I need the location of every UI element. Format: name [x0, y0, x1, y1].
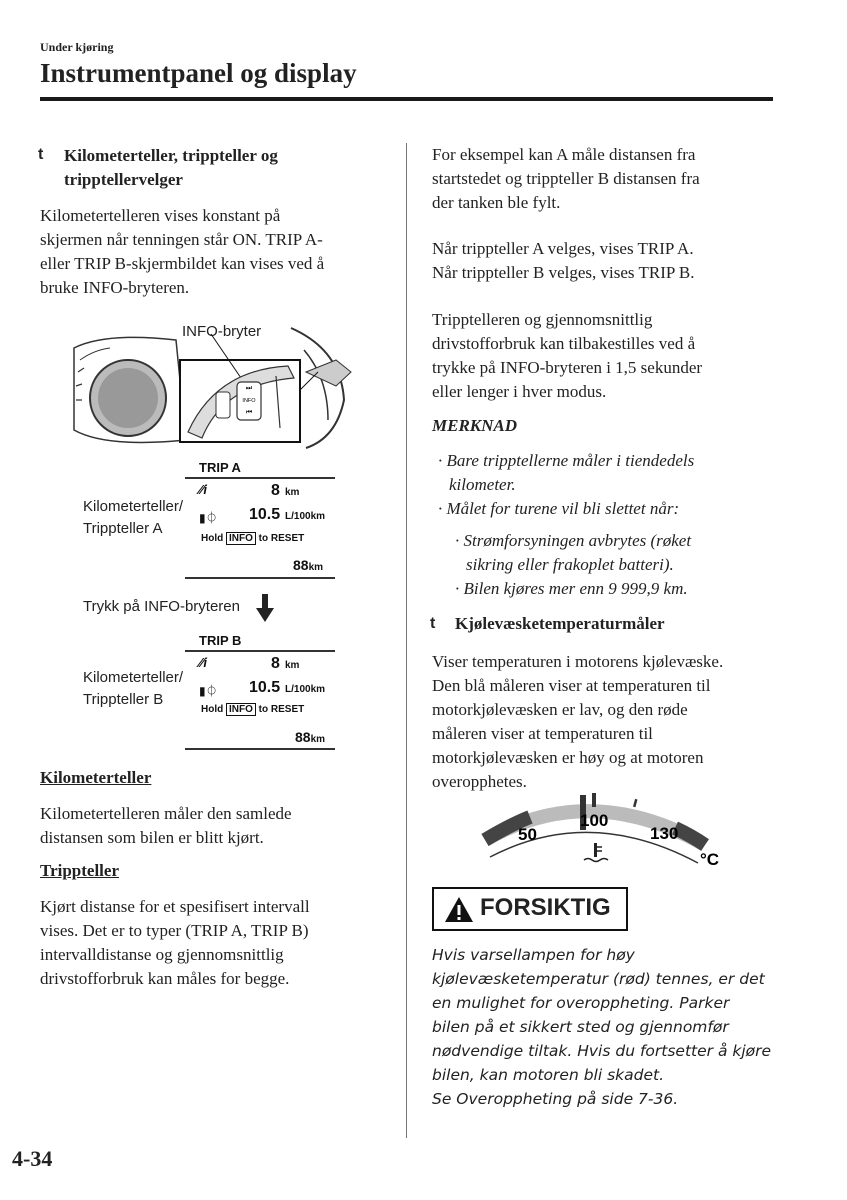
note-text: sikring eller frakoplet batteri).	[466, 555, 674, 574]
odometer-paragraph	[40, 802, 390, 850]
column-divider	[406, 143, 407, 1138]
trip-distance: 8	[271, 482, 280, 499]
reset-paragraph	[432, 308, 777, 404]
screen-line	[185, 477, 335, 479]
text-line: Tripptelleren og gjennomsnittlig	[432, 310, 653, 329]
note-text: Målet for turene vil bli slettet når:	[446, 499, 680, 518]
text-line: startstedet og trippteller B distansen fra	[432, 169, 700, 188]
info-switch-label: INFO-bryter	[182, 323, 262, 340]
distance-unit: km	[285, 660, 300, 671]
svg-text:⏮: ⏮	[245, 409, 253, 416]
text-line: der tanken ble fylt.	[432, 193, 561, 212]
text-line: drivstofforbruk kan tilbakestilles ved å	[432, 334, 696, 353]
caution-text	[432, 943, 777, 1111]
text-line: For eksempel kan A måle distansen fra	[432, 145, 696, 164]
text-line: eller TRIP B-skjermbildet kan vises ved å	[40, 254, 325, 273]
text-line: drivstofforbruk kan måles for begge.	[40, 969, 290, 988]
screen-b-label	[83, 667, 183, 711]
text-line: Hvis varsellampen for høy	[432, 946, 635, 964]
gauge-unit-label: °C	[700, 850, 720, 869]
text-line: intervalldistanse og gjennomsnittlig	[40, 945, 284, 964]
screen-line	[185, 748, 335, 750]
text-line: nødvendige tiltak. Hvis du fortsetter å kjøre	[432, 1042, 772, 1060]
text-line: Viser temperaturen i motorens kjølevæske.	[432, 652, 724, 671]
text-line: vises. Det er to typer (TRIP A, TRIP B)	[40, 921, 309, 940]
note-text: kilometer.	[449, 475, 516, 494]
text-line: en mulighet for overoppheting. Parker	[432, 994, 730, 1012]
title-rule	[40, 97, 773, 101]
text-line: overopphetes.	[432, 772, 527, 791]
label-line: Trippteller A	[83, 520, 163, 537]
text-line: bilen, kan motoren bli skadet.	[432, 1066, 665, 1084]
text-line: Kilometertelleren måler den samlede	[40, 804, 292, 823]
info-switch-key: INFO	[242, 398, 256, 404]
trip-b-title: TRIP B	[199, 633, 242, 648]
caution-box	[432, 887, 628, 931]
consumption-unit: L/100km	[285, 684, 326, 695]
coolant-gauge-heading: Kjølevæsketemperaturmåler	[455, 614, 665, 633]
gauge-mid-label: 100	[580, 811, 609, 830]
trip-paragraph	[40, 895, 395, 991]
text-line: Når trippteller A velges, vises TRIP A.	[432, 239, 694, 258]
hint-text: to RESET	[258, 704, 305, 715]
heading-line: tripptellervelger	[64, 170, 183, 189]
odometer-value	[295, 729, 325, 745]
fuel-consumption: 10.5	[249, 506, 281, 523]
trip-a-title: TRIP A	[199, 460, 241, 475]
info-key-box: INFO	[226, 532, 256, 545]
gauge-high-label: 130	[650, 824, 679, 843]
note-item: · Målet for turene vil bli slettet når:	[438, 499, 680, 518]
reset-hint	[201, 533, 304, 544]
bullet-marker: t	[430, 615, 436, 632]
fuel-icon: ▮⏀	[199, 684, 218, 698]
text-line: kjølevæsketemperatur (rød) tennes, er det	[432, 970, 765, 988]
screen-line	[185, 577, 335, 579]
hint-text: to RESET	[258, 533, 305, 544]
distance-icon: ⁄⁄i	[199, 655, 207, 670]
subnote-item: · Strømforsyningen avbrytes (røket	[455, 531, 692, 550]
screen-line	[185, 650, 335, 652]
text-line: distansen som bilen er blitt kjørt.	[40, 828, 264, 847]
odometer-heading: Kilometerteller	[40, 768, 152, 787]
text-line: Kilometertelleren vises konstant på	[40, 206, 281, 225]
page-title: Instrumentpanel og display	[40, 58, 357, 88]
note-text: Strømforsyningen avbrytes (røket	[463, 531, 692, 550]
caution-title: FORSIKTIG	[480, 894, 611, 921]
dashboard-illustration	[66, 320, 356, 450]
text-line: Når trippteller B velges, vises TRIP B.	[432, 263, 695, 282]
coolant-temperature-icon	[584, 843, 608, 862]
trip-a-screen	[185, 460, 335, 580]
fuel-consumption: 10.5	[249, 679, 281, 696]
hint-text: Hold	[201, 533, 224, 544]
text-line: Se Overoppheting på side 7-36.	[432, 1090, 679, 1108]
page-number: 4-34	[12, 1146, 53, 1171]
section-label: Under kjøring	[40, 40, 114, 54]
fuel-icon: ▮⏀	[199, 511, 218, 525]
odo-unit: km	[310, 734, 326, 745]
consumption-unit: L/100km	[285, 511, 326, 522]
label-line: Kilometerteller/	[83, 498, 184, 515]
distance-icon: ⁄⁄i	[199, 482, 207, 497]
odo-unit: km	[308, 562, 324, 573]
trip-b-screen	[185, 633, 335, 753]
gauge-low-label: 50	[518, 825, 537, 844]
distance-unit: km	[285, 487, 300, 498]
selection-paragraph	[432, 237, 777, 285]
odo-number: 88	[293, 557, 309, 573]
example-paragraph	[432, 143, 777, 215]
text-line: bruke INFO-bryteren.	[40, 278, 190, 297]
warning-triangle-icon	[444, 896, 474, 923]
svg-text:⏭: ⏭	[245, 385, 253, 392]
trip-distance: 8	[271, 655, 280, 672]
text-line: skjermen når tenningen står ON. TRIP A-	[40, 230, 323, 249]
note-text: Bare tripptellerne måler i tiendedels	[446, 451, 695, 470]
coolant-paragraph	[432, 650, 782, 794]
note-item: · Bare tripptellerne måler i tiendedels	[438, 451, 695, 470]
text-line: Kjørt distanse for et spesifisert intervall	[40, 897, 310, 916]
down-arrow-icon	[256, 594, 274, 622]
text-line: motorkjølevæsken er høy og at motoren	[432, 748, 704, 767]
text-line: bilen på et sikkert sted og gjennomfør	[432, 1018, 729, 1036]
subnote-item: · Bilen kjøres mer enn 9 999,9 km.	[455, 579, 688, 598]
bullet-marker: t	[38, 146, 44, 163]
text-line: Den blå måleren viser at temperaturen til	[432, 676, 711, 695]
note-heading: MERKNAD	[432, 416, 518, 435]
text-line: måleren viser at temperaturen til	[432, 724, 653, 743]
text-line: trykke på INFO-bryteren i 1,5 sekunder	[432, 358, 703, 377]
subnote-list	[455, 529, 780, 601]
info-key-box: INFO	[226, 703, 256, 716]
screen-a-label	[83, 496, 183, 540]
reset-hint	[201, 704, 304, 715]
note-list	[438, 449, 778, 521]
odometer-value	[293, 557, 323, 573]
note-text: Bilen kjøres mer enn 9 999,9 km.	[463, 579, 688, 598]
odo-number: 88	[295, 729, 311, 745]
label-line: Kilometerteller/	[83, 669, 184, 686]
text-line: eller lenger i hver modus.	[432, 382, 607, 401]
heading-line: Kilometerteller, trippteller og	[64, 146, 278, 165]
coolant-temperature-gauge	[470, 785, 730, 870]
odometer-section-heading	[64, 144, 278, 192]
text-line: motorkjølevæsken er lav, og den røde	[432, 700, 688, 719]
hint-text: Hold	[201, 704, 224, 715]
press-info-label: Trykk på INFO-bryteren	[83, 598, 240, 615]
label-line: Trippteller B	[83, 691, 164, 708]
trip-heading: Trippteller	[40, 861, 119, 880]
intro-paragraph	[40, 204, 390, 300]
